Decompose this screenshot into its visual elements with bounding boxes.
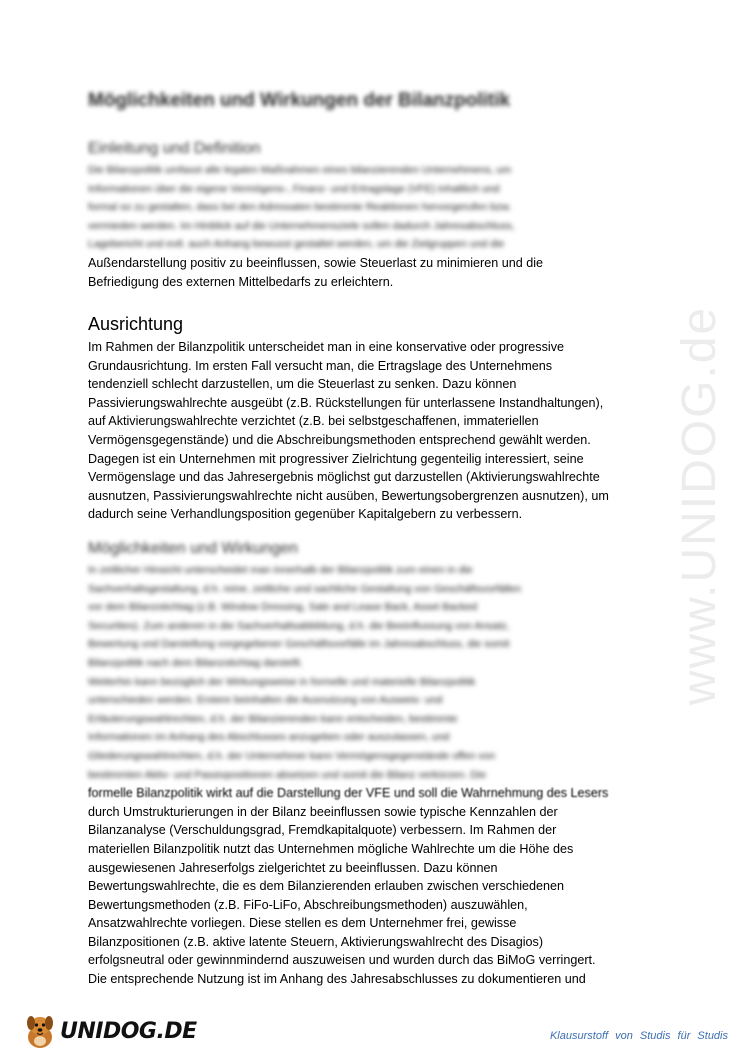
text-line: Bilanzpolitik nach dem Bilanzstichtag darstellt. [88, 656, 303, 669]
text-line: bestimmten Aktiv- und Passivpositionen absetzen und somit die Bilanz verkürzen. Die [88, 768, 487, 781]
section-orientation [88, 314, 673, 524]
text-line: In zeitlicher Hinsicht unterscheidet man innerhalb der Bilanzpolitik zum einen in die [88, 564, 473, 576]
watermark-text: www.UNIDOG.de [673, 305, 727, 705]
text-line: Bilanzanalyse (Verschuldungsgrad, Fremdkapitalquote) verbessern. Im Rahmen der [88, 823, 557, 838]
text-line: dadurch seine Verhandlungsposition gegenüber Kapitalgebern zu verbessern. [88, 507, 523, 522]
text-line: Weiterhin kann bezüglich der Wirkungsweise in formelle und materielle Bilanzpolitik [88, 675, 476, 688]
text-line: Sachverhaltsgestaltung, d.h. reine, zeitliche und sachliche Gestaltung von Geschäftsvorfällen [88, 582, 522, 595]
text-line: Die Bilanzpolitik umfasst alle legalen Maßnahmen eines bilanzierenden Unternehmens, um [88, 164, 512, 176]
text-line: Lagebericht und evtl. auch Anhang bewusst gestaltet werden, um die Zielgruppen und die [88, 238, 505, 251]
text-line: ausgewiesenen Jahreserfolgs zielgerichtet zu beeinflussen. Dazu können [88, 860, 498, 875]
document-title: Möglichkeiten und Wirkungen der Bilanzpolitik [88, 90, 511, 111]
text-line: Dagegen ist ein Unternehmen mit progressiver Zielrichtung gegenteilig interessiert, seine [88, 451, 584, 466]
text-line: erfolgsneutral oder gewinnmindernd auszuweisen und wurden durch das BiMoG verringert. [88, 953, 596, 968]
section-heading: Ausrichtung [88, 314, 184, 334]
text-line: Grundausrichtung. Im ersten Fall versucht man, die Ertragslage des Unternehmens [88, 358, 553, 373]
text-line: materiellen Bilanzpolitik nutzt das Unternehmen mögliche Wahlrechte um die Höhe des [88, 841, 574, 856]
text-line: Bewertungsmethoden (z.B. FiFo-LiFo, Abschreibungsmethoden) auszuwählen, [88, 897, 528, 912]
section-possibilities [88, 540, 673, 989]
dog-mascot-icon [22, 1011, 58, 1051]
clear-paragraph [88, 338, 673, 524]
text-line: vor dem Bilanzstichtag (z.B. Window Dressing, Sale and Lease Back, Asset Backed [88, 601, 478, 614]
logo-text: UNIDOG.DE [60, 1018, 197, 1044]
text-line: Informationen im Anhang des Abschlusses anzugeben oder auszulassen, und [88, 731, 450, 744]
text-line: ausnutzen, Passivierungswahlrechte nicht ausüben, Bewertungsobergrenzen ausnutzen), um [88, 488, 609, 503]
text-line: Erläuterungswahlrechten, d.h. der Bilanzierenden kann entscheiden, bestimmte [88, 712, 458, 725]
text-line: Vermögensgegenstände) und die Abschreibungsmethoden entsprechend gewählt werden. [88, 432, 591, 447]
clear-paragraph [88, 784, 673, 989]
text-line: Bewertungswahlrechte, die es dem Bilanzierenden erlauben zwischen verschiedenen [88, 879, 565, 894]
clear-paragraph [88, 254, 673, 291]
footer-logo[interactable] [22, 1008, 197, 1054]
text-line: Bilanzpositionen (z.B. aktive latente Steuern, Aktivierungswahlrecht des Disagios) [88, 934, 544, 949]
document-header [88, 90, 673, 124]
text-line: formelle Bilanzpolitik wirkt auf die Darstellung der VFE und soll die Wahrnehmung des Lesers [88, 786, 609, 801]
text-line: Informationen über die eigene Vermögens-, Finanz- und Ertragslage (VFE) inhaltlich und [88, 182, 500, 195]
text-line: Befriedigung des externen Mittelbedarfs zu erleichtern. [88, 274, 394, 289]
blurred-paragraph [88, 161, 673, 254]
text-line: vermieden werden. Im Hinblick auf die Unternehmensziele sollen dadurch Jahresabschluss, [88, 219, 515, 232]
text-line: tendenziell schlecht darzustellen, um die Steuerlast zu senken. Dazu können [88, 377, 517, 392]
footer-slogan: Klausurstoff von Studis für Studis [549, 1030, 728, 1042]
text-line: Die entsprechende Nutzung ist im Anhang des Jahresabschlusses zu dokumentieren und [88, 972, 586, 987]
section-introduction [88, 140, 673, 291]
text-line: Ansatzwahlrechte vorliegen. Diese stellen es dem Unternehmer frei, gewisse [88, 916, 517, 931]
text-line: formal so zu gestalten, dass bei den Adressaten bestimmte Reaktionen hervorgerufen bzw. [88, 201, 512, 214]
section-heading: Möglichkeiten und Wirkungen [88, 540, 298, 557]
text-line: Bewertung und Darstellung vorgegebener Geschäftsvorfälle im Jahresabschluss, die somit [88, 638, 510, 651]
blurred-paragraph [88, 561, 673, 784]
text-line: Gliederungswahlrechten, d.h. der Unternehmer kann Vermögensgegenstände offen von [88, 749, 496, 762]
text-line: Im Rahmen der Bilanzpolitik unterscheidet man in eine konservative oder progressive [88, 340, 565, 354]
text-line: auf Aktivierungswahlrechte verzichtet (z.B. bei selbstgeschaffenen, immateriellen [88, 414, 539, 429]
text-line: Vermögenslage und das Jahresergebnis möglichst gut darzustellen (Aktivierungswahlrechte [88, 470, 600, 485]
section-heading: Einleitung und Definition [88, 140, 261, 157]
text-line: Passivierungswahlrechte ausgeübt (z.B. Rückstellungen für unterlassene Instandhaltungen), [88, 395, 604, 410]
text-line: durch Umstrukturierungen in der Bilanz beeinflussen sowie typische Kennzahlen der [88, 804, 558, 819]
text-line: unterschieden werden. Erstere beinhalten die Ausnutzung von Ausweis- und [88, 694, 443, 707]
text-line: Securities). Zum anderen in die Sachverhaltsabbildung, d.h. die Beeinflussung von Ansatz, [88, 619, 510, 632]
text-line: Außendarstellung positiv zu beeinflussen, sowie Steuerlast zu minimieren und die [88, 255, 544, 270]
